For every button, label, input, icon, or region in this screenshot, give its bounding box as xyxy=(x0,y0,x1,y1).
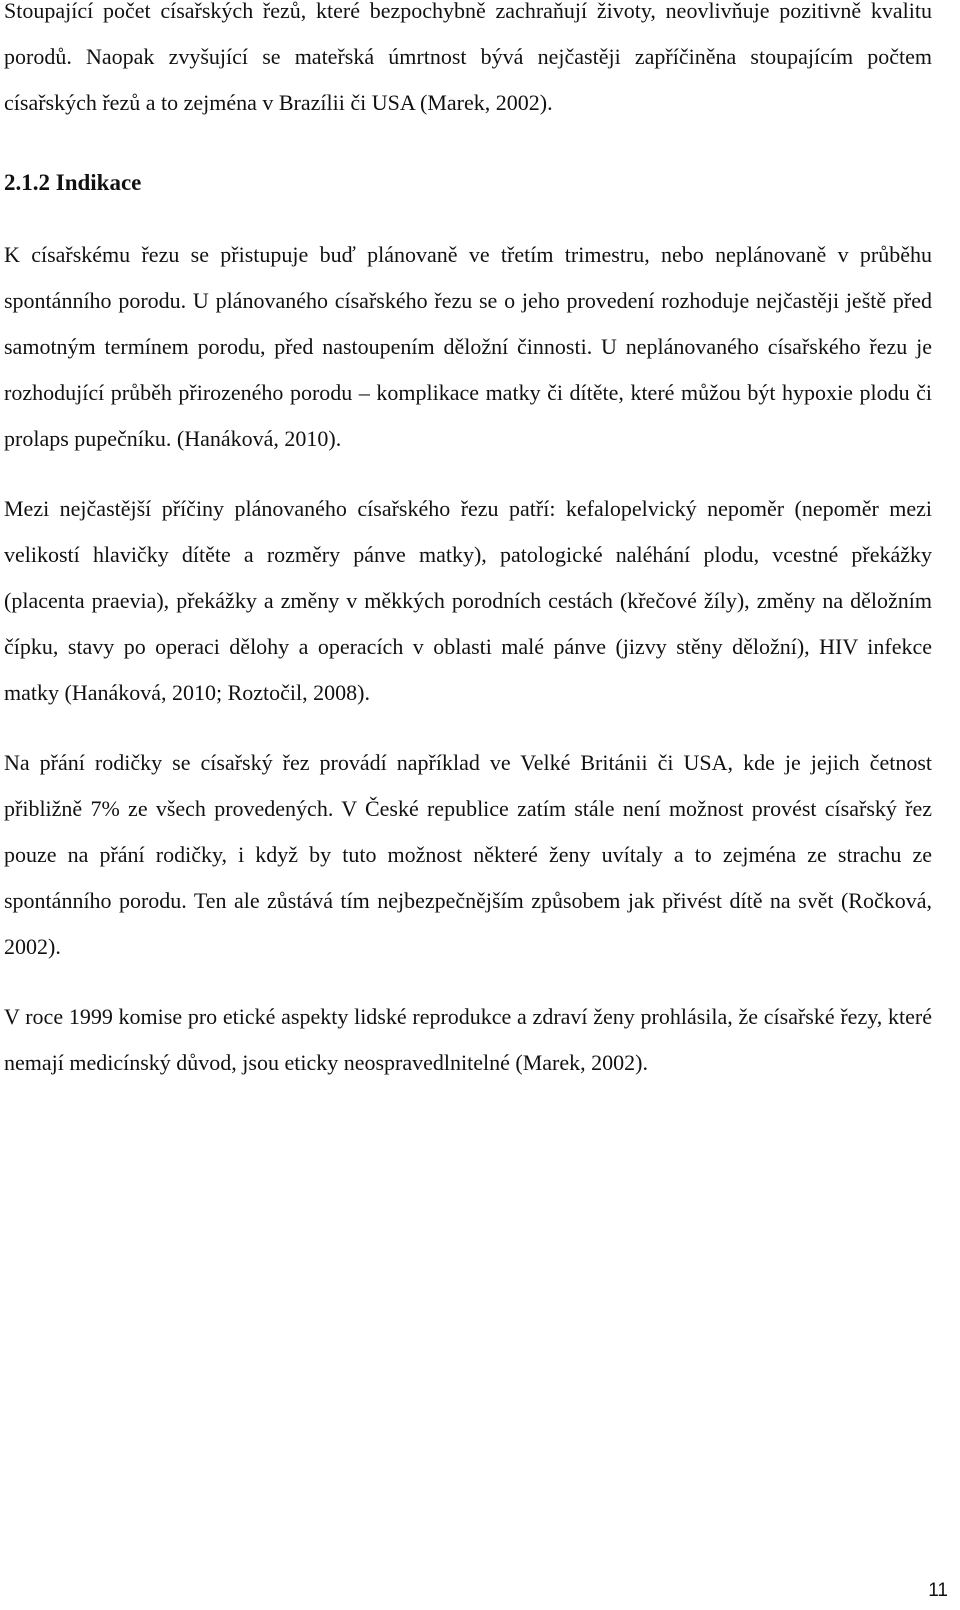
section-heading: 2.1.2 Indikace xyxy=(4,170,142,195)
page-number: 11 xyxy=(928,1580,948,1601)
paragraph-on-request: Na přání rodičky se císařský řez provádí například ve Velké Británii či USA, kde je jejich četnost přibližně 7% ze všech provedených. V České republice zatím stále není možnost provést císařský řez pouze na přání rodičky, i když by tuto možnost některé ženy uvítaly a to zejména ze strachu ze spontánního porodu. Ten ale zůstává tím nejbezpečnějším způsobem jak přivést dítě na svět (Ročková, 2002). xyxy=(4,750,932,959)
paragraph-ethics-commission: V roce 1999 komise pro etické aspekty lidské reprodukce a zdraví ženy prohlásila, že císařské řezy, které nemají medicínský důvod, jsou eticky neospravedlnitelné (Marek, 2002). xyxy=(4,1004,932,1075)
paragraph-indication-types: K císařskému řezu se přistupuje buď plánovaně ve třetím trimestru, nebo neplánovaně v průběhu spontánního porodu. U plánovaného císařského řezu se o jeho provedení rozhoduje nejčastěji ještě před samotným termínem porodu, před nastoupením děložní činnosti. U neplánovaného císařského řezu je rozhodující průběh přirozeného porodu – komplikace matky či dítěte, které můžou být hypoxie plodu či prolaps pupečníku. (Hanáková, 2010). xyxy=(4,242,932,451)
document-page xyxy=(4,0,932,1086)
paragraph-planned-causes: Mezi nejčastější příčiny plánovaného císařského řezu patří: kefalopelvický nepoměr (nepoměr mezi velikostí hlavičky dítěte a rozměry pánve matky), patologické naléhání plodu, vcestné překážky (placenta praevia), překážky a změny v měkkých porodních cestách (křečové žíly), změny na děložním čípku, stavy po operaci dělohy a operacích v oblasti malé pánve (jizvy stěny děložní), HIV infekce matky (Hanáková, 2010; Roztočil, 2008). xyxy=(4,496,932,705)
paragraph-intro: Stoupající počet císařských řezů, které bezpochybně zachraňují životy, neovlivňuje pozitivně kvalitu porodů. Naopak zvyšující se mateřská úmrtnost bývá nejčastěji zapříčiněna stoupajícím počtem císařských řezů a to zejména v Brazílii či USA (Marek, 2002). xyxy=(4,0,932,115)
